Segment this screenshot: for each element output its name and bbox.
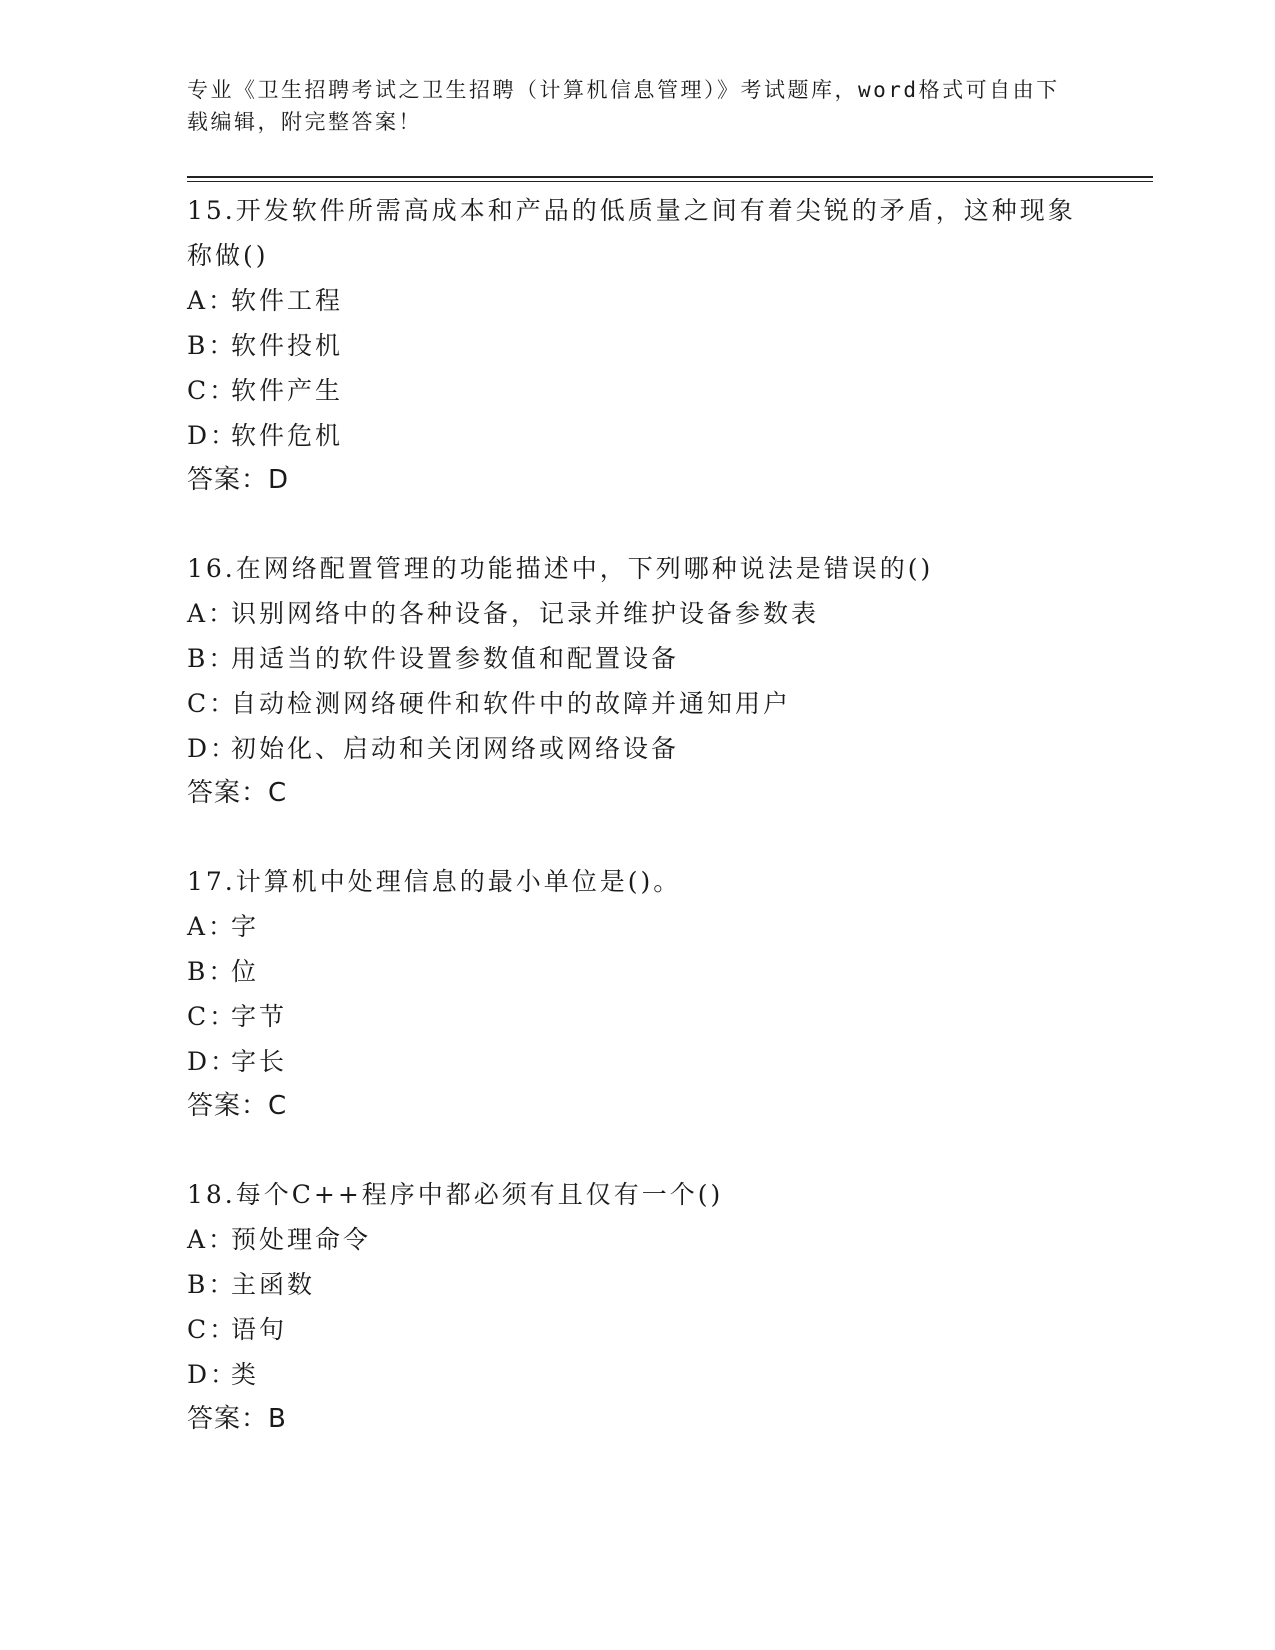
option-a [187,591,1087,636]
option-c [187,994,1087,1039]
option-text: 软件投机 [231,331,344,360]
option-text: 软件产生 [231,376,344,405]
option-letter: D： [187,1047,239,1076]
header-divider-thick [187,176,1153,178]
option-text: 字长 [231,1047,288,1076]
option-b [187,323,1087,368]
option-letter: C： [187,1002,238,1031]
option-text: 识别网络中的各种设备，记录并维护设备参数表 [231,599,820,628]
option-letter: A： [187,1225,237,1254]
option-text: 用适当的软件设置参数值和配置设备 [231,644,680,673]
option-c [187,368,1087,413]
option-b [187,636,1087,681]
option-text: 软件工程 [231,286,344,315]
option-letter: B： [187,1270,237,1299]
option-text: 自动检测网络硬件和软件中的故障并通知用户 [231,689,792,718]
option-letter: C： [187,376,238,405]
option-a [187,904,1087,949]
question-15 [187,188,1087,503]
answer-line: 答案：D [187,465,290,495]
question-text: 17.计算机中处理信息的最小单位是()。 [187,867,682,896]
option-letter: C： [187,689,238,718]
option-letter: D： [187,734,239,763]
question-list [187,188,1087,1485]
question-text: 15.开发软件所需高成本和产品的低质量之间有着尖锐的矛盾，这种现象称做() [187,196,1076,270]
question-17 [187,859,1087,1129]
question-text: 16.在网络配置管理的功能描述中，下列哪种说法是错误的() [187,554,934,583]
option-d [187,1039,1087,1084]
option-b [187,949,1087,994]
option-text: 语句 [231,1315,288,1344]
document-intro: 专业《卫生招聘考试之卫生招聘（计算机信息管理）》考试题库，word格式可自由下载编辑，附完整答案！ [187,78,1060,134]
option-letter: C： [187,1315,238,1344]
option-letter: A： [187,912,237,941]
option-letter: A： [187,599,237,628]
option-a [187,278,1087,323]
option-text: 类 [231,1360,260,1389]
answer-line: 答案：B [187,1404,287,1434]
option-text: 字 [231,912,260,941]
option-text: 主函数 [231,1270,316,1299]
option-text: 位 [231,957,260,986]
option-letter: B： [187,644,237,673]
header-divider-thin [187,181,1153,182]
question-18 [187,1172,1087,1442]
option-b [187,1262,1087,1307]
option-text: 软件危机 [231,421,344,450]
option-c [187,1307,1087,1352]
option-letter: D： [187,1360,239,1389]
option-letter: B： [187,957,237,986]
option-d [187,413,1087,458]
answer-line: 答案：C [187,1091,288,1121]
option-a [187,1217,1087,1262]
question-16 [187,546,1087,816]
answer-line: 答案：C [187,778,288,808]
option-text: 初始化、启动和关闭网络或网络设备 [231,734,680,763]
option-c [187,681,1087,726]
option-text: 预处理命令 [231,1225,372,1254]
option-letter: A： [187,286,237,315]
question-text: 18.每个C++程序中都必须有且仅有一个() [187,1180,724,1209]
option-text: 字节 [231,1002,288,1031]
option-d [187,1352,1087,1397]
option-d [187,726,1087,771]
option-letter: D： [187,421,239,450]
option-letter: B： [187,331,237,360]
